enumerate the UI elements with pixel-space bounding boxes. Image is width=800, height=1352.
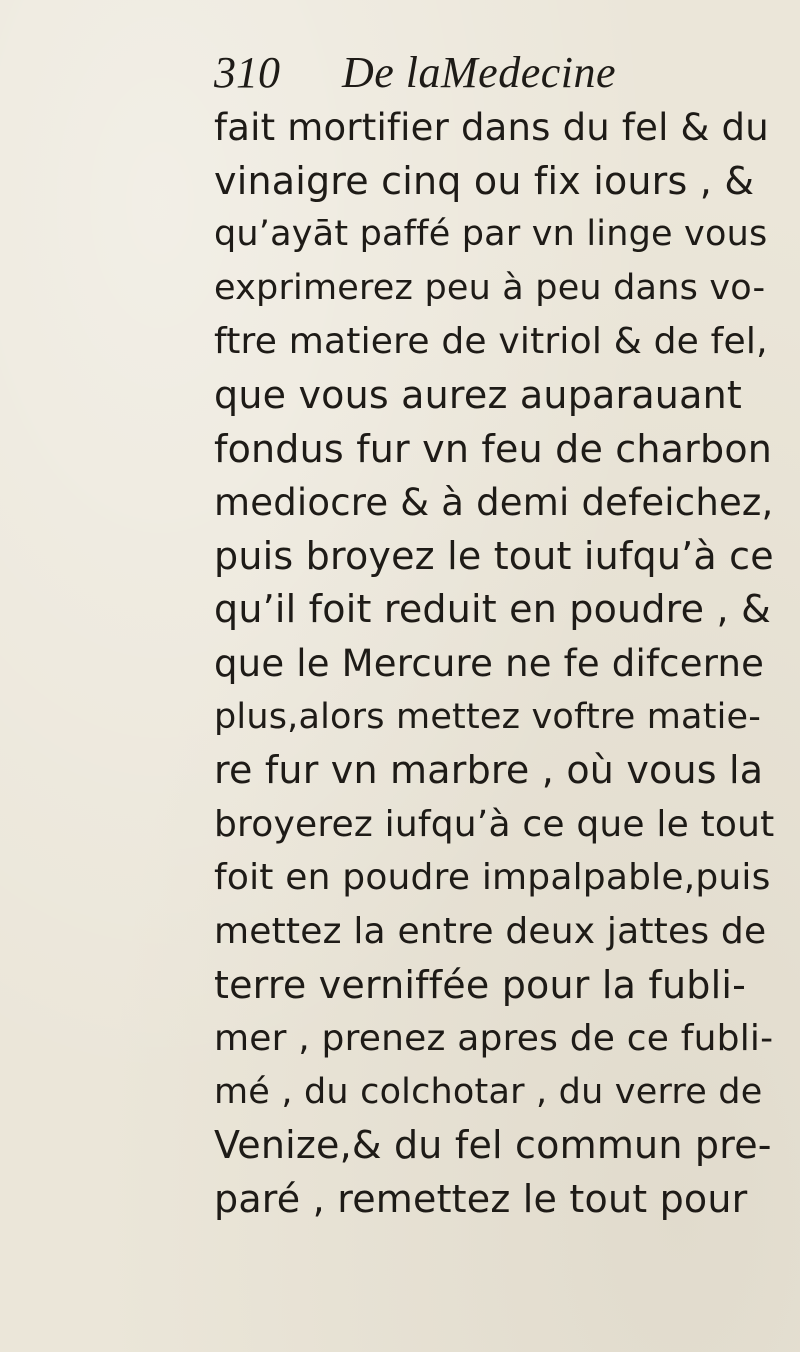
text-line: que vous aurez auparauant [214,372,742,417]
page-header [214,42,774,102]
text-line: terre verniffée pour la fubli- [214,962,747,1007]
text-line: plus,alors mettez voftre matie- [214,696,762,737]
text-line: qu’ayāt paffé par vn linge vous [214,214,768,255]
text-line: re fur vn marbre , où vous la [214,748,764,793]
text-line: exprimerez peu à peu dans vo- [214,267,766,308]
text-line: broyerez iufqu’à ce que le tout [214,803,774,845]
page-number: 310 [214,48,280,97]
text-line: fait mortifier dans du fel & du [214,106,769,149]
text-line: mettez la entre deux jattes de [214,910,767,952]
text-line: ftre matiere de vitriol & de fel, [214,321,768,363]
text-line: paré , remettez le tout pour [214,1176,748,1221]
text-line: Venize,& du fel commun pre- [214,1123,772,1168]
text-line: que le Mercure ne fe difcerne [214,641,765,685]
text-line: foit en poudre impalpable,puis [214,857,771,899]
text-line: qu’il foit reduit en poudre , & [214,587,771,632]
running-head: De laMedecine [342,48,617,97]
text-line: mer , prenez apres de ce fubli- [214,1018,774,1060]
text-line: fondus fur vn feu de charbon [214,426,773,471]
body-text [214,101,774,1226]
text-line: puis broyez le tout iufqu’à ce [214,533,774,578]
text-line: mé , du colchotar , du verre de [214,1071,763,1112]
text-line: mediocre & à demi defeichez, [214,481,774,525]
text-line: vinaigre cinq ou fix iours , & [214,158,755,203]
